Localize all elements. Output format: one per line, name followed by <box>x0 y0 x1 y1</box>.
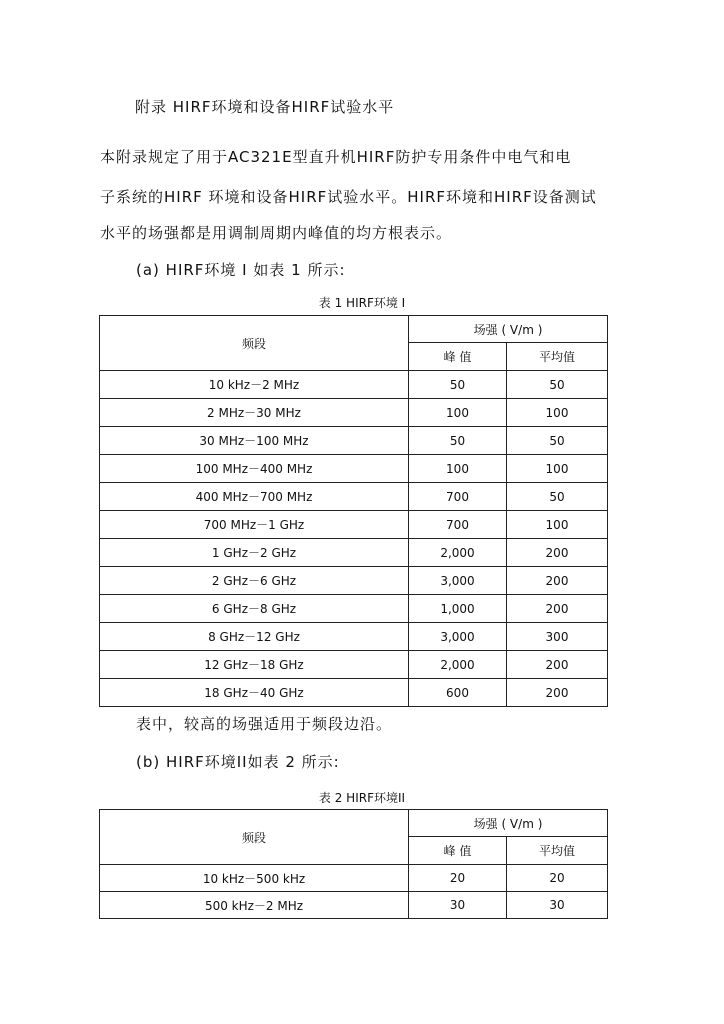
cell-peak: 100 <box>409 399 507 427</box>
table-row <box>100 371 608 399</box>
cell-band: 2 MHz－30 MHz <box>100 399 409 427</box>
table-row <box>100 455 608 483</box>
cell-band: 8 GHz－12 GHz <box>100 623 409 651</box>
cell-peak: 100 <box>409 455 507 483</box>
table2-header-field: 场强 ( V/m ) <box>409 810 608 837</box>
cell-peak: 700 <box>409 483 507 511</box>
table-row <box>100 567 608 595</box>
cell-peak: 600 <box>409 679 507 707</box>
table-row <box>100 511 608 539</box>
cell-band: 10 kHz－500 kHz <box>100 865 409 892</box>
table-row <box>100 865 608 892</box>
cell-avg: 30 <box>507 892 608 919</box>
table-row <box>100 539 608 567</box>
cell-avg: 200 <box>507 567 608 595</box>
section-a-label: (a) HIRF环境 I 如表 1 所示: <box>136 261 346 279</box>
cell-peak: 3,000 <box>409 567 507 595</box>
cell-peak: 700 <box>409 511 507 539</box>
intro-line-2: 子系统的HIRF 环境和设备HIRF试验水平。HIRF环境和HIRF设备测试 <box>100 188 597 206</box>
cell-peak: 20 <box>409 865 507 892</box>
cell-peak: 50 <box>409 371 507 399</box>
cell-peak: 1,000 <box>409 595 507 623</box>
table2-header-band: 频段 <box>100 810 409 865</box>
cell-band: 10 kHz－2 MHz <box>100 371 409 399</box>
cell-band: 12 GHz－18 GHz <box>100 651 409 679</box>
cell-band: 6 GHz－8 GHz <box>100 595 409 623</box>
table1-caption: 表 1 HIRF环境 I <box>318 296 406 310</box>
table-row <box>100 892 608 919</box>
table-row <box>100 595 608 623</box>
cell-band: 18 GHz－40 GHz <box>100 679 409 707</box>
table1-header-avg: 平均值 <box>507 343 608 371</box>
cell-avg: 100 <box>507 455 608 483</box>
cell-band: 100 MHz－400 MHz <box>100 455 409 483</box>
table1-header-peak: 峰 值 <box>409 343 507 371</box>
cell-avg: 200 <box>507 595 608 623</box>
table-note: 表中，较高的场强适用于频段边沿。 <box>136 715 393 733</box>
cell-avg: 200 <box>507 539 608 567</box>
cell-avg: 100 <box>507 399 608 427</box>
table2 <box>99 809 608 919</box>
cell-band: 700 MHz－1 GHz <box>100 511 409 539</box>
table-row <box>100 483 608 511</box>
table1-header-band: 频段 <box>100 316 409 371</box>
cell-band: 1 GHz－2 GHz <box>100 539 409 567</box>
table-row <box>100 427 608 455</box>
cell-avg: 50 <box>507 483 608 511</box>
table1 <box>99 315 608 707</box>
intro-line-3: 水平的场强都是用调制周期内峰值的均方根表示。 <box>100 224 453 242</box>
cell-peak: 2,000 <box>409 539 507 567</box>
cell-peak: 50 <box>409 427 507 455</box>
intro-line-1: 本附录规定了用于AC321E型直升机HIRF防护专用条件中电气和电 <box>100 148 572 166</box>
cell-avg: 100 <box>507 511 608 539</box>
table-row <box>100 679 608 707</box>
table2-header-avg: 平均值 <box>507 837 608 865</box>
table1-header-field: 场强 ( V/m ) <box>409 316 608 343</box>
table2-caption: 表 2 HIRF环境II <box>318 791 406 805</box>
cell-peak: 2,000 <box>409 651 507 679</box>
cell-avg: 300 <box>507 623 608 651</box>
table2-header-peak: 峰 值 <box>409 837 507 865</box>
cell-peak: 30 <box>409 892 507 919</box>
cell-avg: 20 <box>507 865 608 892</box>
table-row <box>100 651 608 679</box>
cell-band: 400 MHz－700 MHz <box>100 483 409 511</box>
cell-avg: 200 <box>507 651 608 679</box>
table-row <box>100 623 608 651</box>
cell-avg: 50 <box>507 371 608 399</box>
section-b-label: (b) HIRF环境II如表 2 所示: <box>136 753 340 771</box>
cell-avg: 50 <box>507 427 608 455</box>
table-row <box>100 399 608 427</box>
cell-avg: 200 <box>507 679 608 707</box>
appendix-heading: 附录 HIRF环境和设备HIRF试验水平 <box>135 98 395 116</box>
cell-peak: 3,000 <box>409 623 507 651</box>
cell-band: 2 GHz－6 GHz <box>100 567 409 595</box>
cell-band: 30 MHz－100 MHz <box>100 427 409 455</box>
cell-band: 500 kHz－2 MHz <box>100 892 409 919</box>
